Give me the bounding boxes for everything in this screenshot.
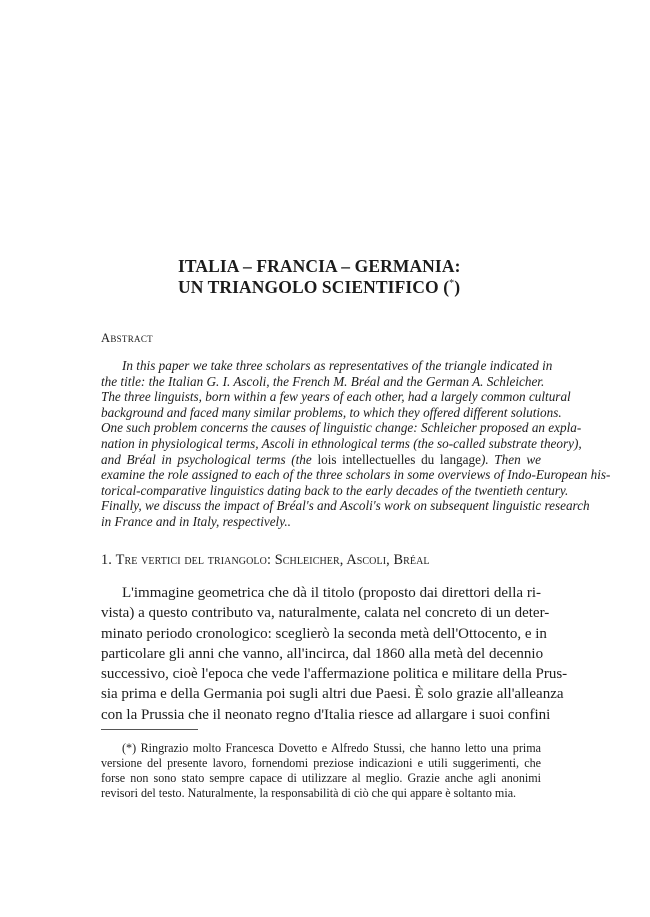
title-line-2 [178, 277, 538, 298]
footnote [101, 741, 541, 801]
abstract-line: nation in physiological terms, Ascoli in ethnological terms (the so-called substrate theory), [101, 435, 582, 451]
body-line: vista) a questo contributo va, naturalmente, calata nel concreto di un deter- [101, 605, 550, 622]
section-number: 1. [101, 552, 112, 568]
title-footnote-marker[interactable]: * [449, 278, 455, 290]
footnote-line: (*) Ringrazio molto Francesca Dovetto e Alfredo Stussi, che hanno letto una prima [122, 741, 541, 755]
body-paragraph [101, 583, 568, 725]
body-line: L'immagine geometrica che dà il titolo (proposto dai direttori della ri- [122, 585, 541, 601]
footnote-divider [101, 729, 198, 730]
title-line-1: ITALIA – FRANCIA – GERMANIA: [178, 256, 461, 276]
section-heading [101, 552, 430, 569]
abstract-line: One such problem concerns the causes of linguistic change: Schleicher proposed an expla- [101, 420, 582, 436]
body-line: minato periodo cronologico: sceglierò la seconda metà dell'Ottocento, e in [101, 625, 547, 642]
body-line: particolare gli anni che vanno, all'incirca, dal 1860 alla metà del decennio [101, 645, 544, 662]
section-title: Tre vertici del triangolo: Schleicher, Ascoli, Bréal [115, 552, 430, 568]
footnote-line: forse non sono stato sempre capace di utilizzare al meglio. Grazie anche agli anonimi [101, 771, 541, 785]
abstract-line: in France and in Italy, respectively.. [101, 513, 291, 529]
abstract-line: the title: the Italian G. I. Ascoli, the French M. Bréal and the German A. Schleicher. [101, 373, 545, 389]
abstract-line [101, 452, 541, 468]
abstract-line: examine the role assigned to each of the three scholars in some overviews of Indo-European his- [101, 467, 611, 483]
body-line: successivo, cioè l'epoca che vede l'affermazione politica e militare della Prus- [101, 666, 568, 683]
title-line-2-close: ) [454, 277, 461, 297]
abstract-roman-phrase: lois intellectuelles du langage [317, 451, 481, 467]
abstract-line: In this paper we take three scholars as representatives of the triangle indicated in [122, 358, 553, 373]
article-title [178, 256, 538, 298]
abstract-line: torical-comparative linguistics dating back to the early decades of the twentieth century. [101, 482, 569, 498]
footnote-line: revisori del testo. Naturalmente, la responsabilità di ciò che qui appare è soltanto mia. [101, 786, 517, 800]
abstract-line: The three linguists, born within a few years of each other, had a largely common cultural [101, 389, 571, 405]
abstract-heading: Abstract [101, 331, 153, 345]
abstract-line-text: and Bréal in psychological terms (the [101, 451, 318, 467]
abstract-line: Finally, we discuss the impact of Bréal's and Ascoli's work on subsequent linguistic research [101, 498, 590, 514]
footnote-line: versione del presente lavoro, fornendomi preziose indicazioni e utili suggerimenti, che [101, 756, 541, 770]
abstract-body [101, 358, 611, 530]
body-line: sia prima e della Germania poi sugli altri due Paesi. È solo grazie all'alleanza [101, 686, 564, 703]
body-line: con la Prussia che il neonato regno d'Italia riesce ad allargare i suoi confini [101, 706, 551, 723]
abstract-line-tail: ). Then we [480, 451, 541, 467]
title-line-2-text: UN TRIANGOLO SCIENTIFICO ( [178, 277, 450, 297]
abstract-line: background and faced many similar problems, to which they offered different solutions. [101, 404, 562, 420]
